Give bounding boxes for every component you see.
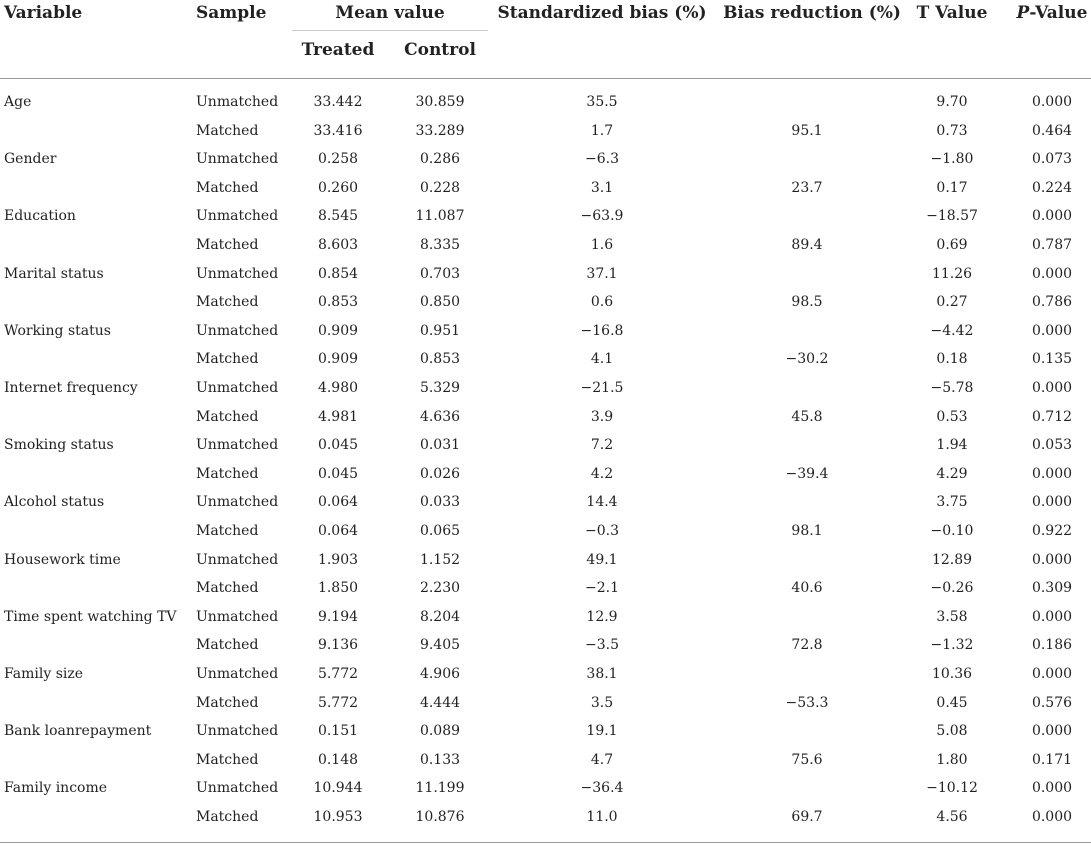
cell-treated: 0.258 [317, 151, 359, 167]
cell-control: 0.951 [419, 323, 461, 339]
cell-t-value: 3.75 [936, 494, 968, 510]
cell-treated: 1.850 [317, 580, 359, 596]
cell-bias-reduction: −30.2 [785, 351, 829, 367]
cell-sample: Unmatched [196, 208, 279, 224]
cell-treated: 4.980 [317, 380, 359, 396]
cell-standardized-bias: 1.6 [590, 237, 614, 253]
cell-bias-reduction: 45.8 [791, 409, 823, 425]
cell-variable: Family income [4, 780, 108, 796]
cell-p-value: 0.073 [1031, 151, 1073, 167]
cell-treated: 10.953 [313, 809, 363, 825]
cell-bias-reduction: 95.1 [791, 123, 823, 139]
cell-t-value: 1.80 [936, 752, 968, 768]
cell-sample: Matched [196, 523, 259, 539]
cell-standardized-bias: −0.3 [585, 523, 619, 539]
cell-treated: 8.545 [317, 208, 359, 224]
cell-standardized-bias: 0.6 [590, 294, 614, 310]
cell-sample: Unmatched [196, 780, 279, 796]
cell-t-value: 0.27 [936, 294, 968, 310]
cell-standardized-bias: 3.5 [590, 695, 614, 711]
cell-standardized-bias: 4.7 [590, 752, 614, 768]
cell-bias-reduction: 89.4 [791, 237, 823, 253]
cell-treated: 0.148 [317, 752, 359, 768]
cell-control: 5.329 [419, 380, 461, 396]
cell-sample: Matched [196, 294, 259, 310]
cell-standardized-bias: 7.2 [590, 437, 614, 453]
cell-control: 0.228 [419, 180, 461, 196]
cell-bias-reduction: −53.3 [785, 695, 829, 711]
cell-treated: 1.903 [317, 552, 359, 568]
cell-standardized-bias: −21.5 [580, 380, 624, 396]
cell-variable: Marital status [4, 266, 104, 282]
cell-control: 9.405 [419, 637, 461, 653]
header-control: Control [404, 40, 476, 60]
cell-sample: Unmatched [196, 151, 279, 167]
cell-control: 0.853 [419, 351, 461, 367]
header-p-rest: -Value [1029, 3, 1088, 23]
header-p-value [1017, 4, 1088, 22]
cell-p-value: 0.922 [1031, 523, 1073, 539]
cell-treated: 0.045 [317, 466, 359, 482]
cell-variable: Alcohol status [4, 494, 105, 510]
cell-t-value: −0.10 [930, 523, 974, 539]
cell-standardized-bias: −36.4 [580, 780, 624, 796]
cell-treated: 9.194 [317, 609, 359, 625]
cell-variable: Family size [4, 666, 84, 682]
cell-bias-reduction: 40.6 [791, 580, 823, 596]
cell-control: 30.859 [415, 94, 465, 110]
bottom-rule [0, 842, 1091, 843]
cell-t-value: 5.08 [936, 723, 968, 739]
cell-sample: Matched [196, 351, 259, 367]
cell-standardized-bias: 12.9 [586, 609, 618, 625]
cell-t-value: −4.42 [930, 323, 974, 339]
cell-sample: Matched [196, 580, 259, 596]
cell-variable: Gender [4, 151, 57, 167]
cell-control: 4.636 [419, 409, 461, 425]
cell-sample: Matched [196, 466, 259, 482]
cell-p-value: 0.000 [1031, 266, 1073, 282]
cell-bias-reduction: 72.8 [791, 637, 823, 653]
cell-bias-reduction: 98.1 [791, 523, 823, 539]
header-rule [0, 78, 1091, 79]
cell-sample: Unmatched [196, 380, 279, 396]
cell-sample: Matched [196, 237, 259, 253]
cell-p-value: 0.464 [1031, 123, 1073, 139]
cell-standardized-bias: 4.1 [590, 351, 614, 367]
cell-treated: 0.064 [317, 523, 359, 539]
cell-standardized-bias: −63.9 [580, 208, 624, 224]
cell-standardized-bias: 38.1 [586, 666, 618, 682]
cell-treated: 0.260 [317, 180, 359, 196]
cell-control: 1.152 [419, 552, 461, 568]
cell-sample: Matched [196, 180, 259, 196]
cell-control: 33.289 [415, 123, 465, 139]
cell-p-value: 0.309 [1031, 580, 1073, 596]
cell-t-value: 9.70 [936, 94, 968, 110]
cell-standardized-bias: 19.1 [586, 723, 618, 739]
cell-p-value: 0.000 [1031, 94, 1073, 110]
cell-control: 4.906 [419, 666, 461, 682]
cell-control: 0.850 [419, 294, 461, 310]
cell-standardized-bias: −6.3 [585, 151, 619, 167]
cell-p-value: 0.000 [1031, 323, 1073, 339]
cell-sample: Matched [196, 752, 259, 768]
cell-treated: 5.772 [317, 666, 359, 682]
cell-t-value: 0.69 [936, 237, 968, 253]
cell-standardized-bias: −2.1 [585, 580, 619, 596]
cell-t-value: −10.12 [926, 780, 978, 796]
cell-treated: 0.045 [317, 437, 359, 453]
cell-sample: Unmatched [196, 266, 279, 282]
cell-t-value: 1.94 [936, 437, 968, 453]
cell-control: 0.026 [419, 466, 461, 482]
cell-sample: Unmatched [196, 323, 279, 339]
cell-control: 0.286 [419, 151, 461, 167]
cell-sample: Unmatched [196, 666, 279, 682]
header-p-italic: P [1016, 3, 1030, 23]
cell-p-value: 0.000 [1031, 552, 1073, 568]
cell-standardized-bias: 49.1 [586, 552, 618, 568]
cell-bias-reduction: 69.7 [791, 809, 823, 825]
cell-bias-reduction: 23.7 [791, 180, 823, 196]
cell-sample: Matched [196, 409, 259, 425]
cell-bias-reduction: 75.6 [791, 752, 823, 768]
cell-standardized-bias: 3.1 [590, 180, 614, 196]
cell-t-value: 0.73 [936, 123, 968, 139]
cell-treated: 0.064 [317, 494, 359, 510]
cell-treated: 0.853 [317, 294, 359, 310]
cell-t-value: −1.32 [930, 637, 974, 653]
cell-standardized-bias: −3.5 [585, 637, 619, 653]
cell-t-value: −5.78 [930, 380, 974, 396]
header-mean-value: Mean value [335, 3, 445, 23]
cell-t-value: 3.58 [936, 609, 968, 625]
cell-control: 0.065 [419, 523, 461, 539]
cell-p-value: 0.000 [1031, 723, 1073, 739]
cell-p-value: 0.224 [1031, 180, 1073, 196]
cell-p-value: 0.186 [1031, 637, 1073, 653]
cell-t-value: 0.53 [936, 409, 968, 425]
cell-t-value: 4.29 [936, 466, 968, 482]
cell-p-value: 0.000 [1031, 609, 1073, 625]
cell-sample: Unmatched [196, 723, 279, 739]
cell-standardized-bias: 3.9 [590, 409, 614, 425]
cell-p-value: 0.000 [1031, 809, 1073, 825]
cell-t-value: 11.26 [931, 266, 973, 282]
cell-control: 8.335 [419, 237, 461, 253]
cell-p-value: 0.000 [1031, 208, 1073, 224]
cell-variable: Working status [4, 323, 111, 339]
cell-bias-reduction: 98.5 [791, 294, 823, 310]
cell-sample: Unmatched [196, 437, 279, 453]
cell-treated: 0.909 [317, 351, 359, 367]
cell-sample: Matched [196, 123, 259, 139]
cell-control: 0.133 [419, 752, 461, 768]
cell-t-value: 10.36 [931, 666, 973, 682]
cell-variable: Smoking status [4, 437, 114, 453]
mean-value-underline [292, 30, 488, 31]
cell-treated: 8.603 [317, 237, 359, 253]
cell-treated: 5.772 [317, 695, 359, 711]
cell-treated: 9.136 [317, 637, 359, 653]
cell-control: 11.199 [415, 780, 465, 796]
cell-t-value: −1.80 [930, 151, 974, 167]
cell-sample: Matched [196, 809, 259, 825]
cell-t-value: −0.26 [930, 580, 974, 596]
cell-p-value: 0.000 [1031, 780, 1073, 796]
cell-control: 10.876 [415, 809, 465, 825]
cell-sample: Matched [196, 695, 259, 711]
cell-t-value: 0.45 [936, 695, 968, 711]
cell-p-value: 0.787 [1031, 237, 1073, 253]
cell-variable: Bank loanrepayment [4, 723, 152, 739]
cell-t-value: 0.17 [936, 180, 968, 196]
cell-control: 0.031 [419, 437, 461, 453]
cell-treated: 10.944 [313, 780, 363, 796]
cell-treated: 33.442 [313, 94, 363, 110]
cell-variable: Education [4, 208, 76, 224]
header-variable: Variable [4, 3, 83, 23]
cell-p-value: 0.000 [1031, 666, 1073, 682]
cell-bias-reduction: −39.4 [785, 466, 829, 482]
cell-t-value: 0.18 [936, 351, 968, 367]
cell-sample: Unmatched [196, 609, 279, 625]
cell-p-value: 0.000 [1031, 466, 1073, 482]
cell-control: 8.204 [419, 609, 461, 625]
cell-t-value: −18.57 [926, 208, 978, 224]
header-sample: Sample [196, 3, 267, 23]
cell-variable: Housework time [4, 552, 121, 568]
cell-p-value: 0.712 [1031, 409, 1073, 425]
cell-t-value: 12.89 [931, 552, 973, 568]
cell-variable: Age [4, 94, 32, 110]
cell-sample: Matched [196, 637, 259, 653]
cell-treated: 0.909 [317, 323, 359, 339]
cell-p-value: 0.000 [1031, 380, 1073, 396]
cell-variable: Internet frequency [4, 380, 138, 396]
cell-standardized-bias: −16.8 [580, 323, 624, 339]
cell-standardized-bias: 11.0 [586, 809, 618, 825]
cell-standardized-bias: 14.4 [586, 494, 618, 510]
cell-p-value: 0.171 [1031, 752, 1073, 768]
cell-treated: 0.854 [317, 266, 359, 282]
header-standardized-bias: Standardized bias (%) [497, 3, 707, 23]
cell-control: 0.033 [419, 494, 461, 510]
cell-control: 0.703 [419, 266, 461, 282]
cell-treated: 33.416 [313, 123, 363, 139]
cell-t-value: 4.56 [936, 809, 968, 825]
cell-standardized-bias: 1.7 [590, 123, 614, 139]
header-t-value: T Value [916, 3, 988, 23]
cell-control: 0.089 [419, 723, 461, 739]
cell-variable: Time spent watching TV [4, 609, 177, 625]
cell-p-value: 0.053 [1031, 437, 1073, 453]
header-bias-reduction: Bias reduction (%) [723, 3, 901, 23]
cell-treated: 0.151 [317, 723, 359, 739]
cell-p-value: 0.000 [1031, 494, 1073, 510]
cell-p-value: 0.135 [1031, 351, 1073, 367]
cell-control: 11.087 [415, 208, 465, 224]
cell-p-value: 0.786 [1031, 294, 1073, 310]
cell-treated: 4.981 [317, 409, 359, 425]
cell-sample: Unmatched [196, 94, 279, 110]
header-treated: Treated [301, 40, 375, 60]
cell-sample: Unmatched [196, 552, 279, 568]
cell-standardized-bias: 35.5 [586, 94, 618, 110]
cell-standardized-bias: 37.1 [586, 266, 618, 282]
cell-p-value: 0.576 [1031, 695, 1073, 711]
cell-sample: Unmatched [196, 494, 279, 510]
cell-standardized-bias: 4.2 [590, 466, 614, 482]
cell-control: 4.444 [419, 695, 461, 711]
cell-control: 2.230 [419, 580, 461, 596]
